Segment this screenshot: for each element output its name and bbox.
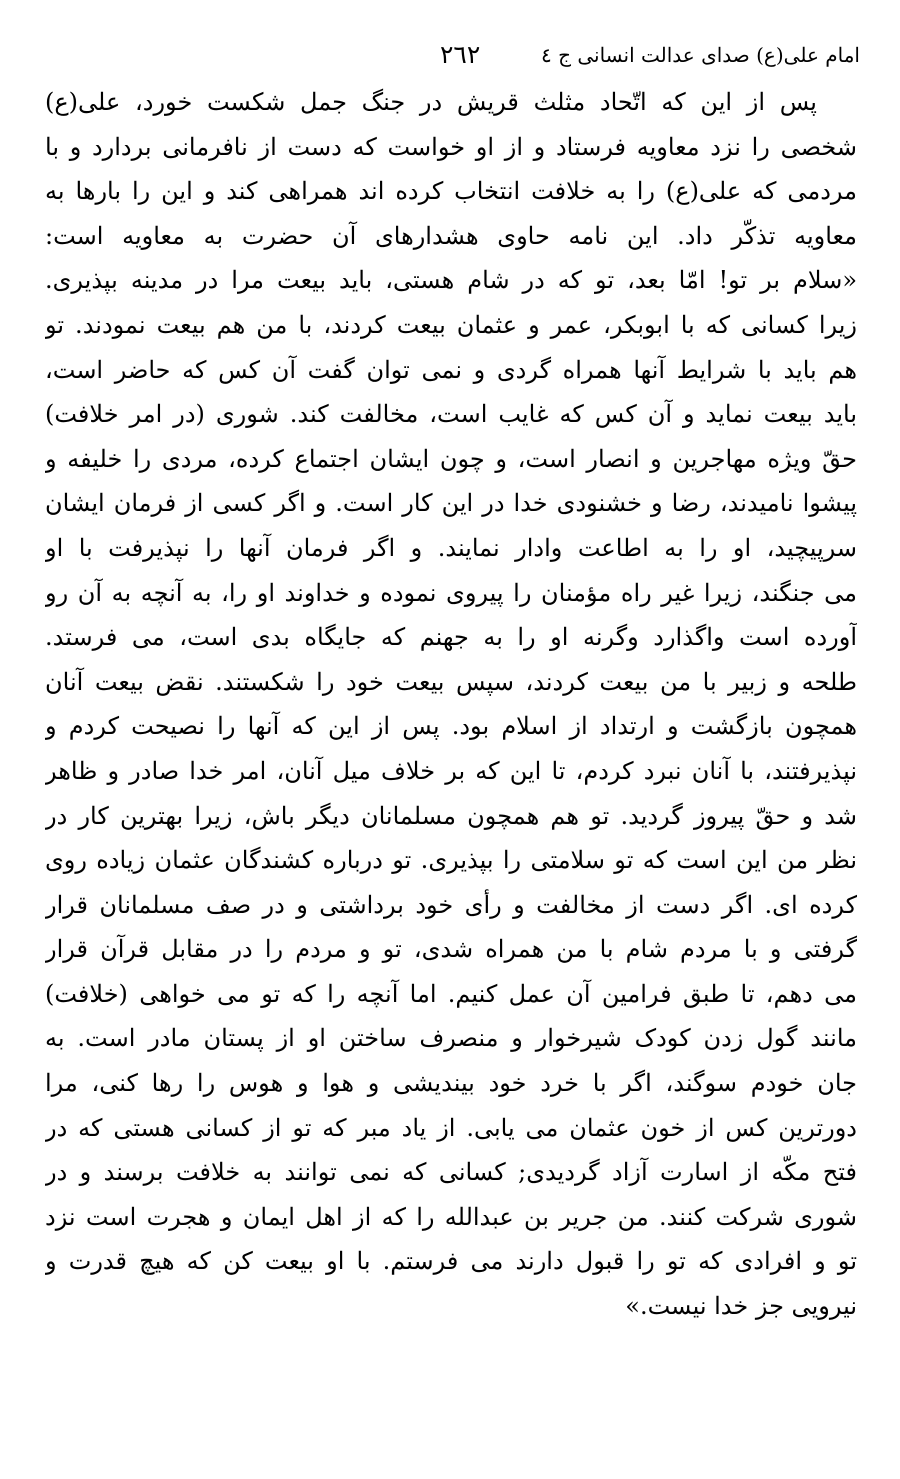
text-line: مانند گول زدن کودک شیرخوار و منصرف ساختن او از پستان مادر است. به [45,1024,857,1053]
page-number: ٢٦٢ [440,40,481,69]
text-line: فتح مکّه از اسارت آزاد گردیدی; کسانی که نمی توانند به خلافت برسند و در [45,1158,857,1187]
text-line: زیرا کسانی که با ابوبکر، عمر و عثمان بیعت کردند، با من هم بیعت نمودند. تو [45,310,857,339]
text-line: دورترین کس از خون عثمان می یابی. از یاد مبر که تو از کسانی هستی که در [45,1113,857,1142]
text-line: شد و حقّ پیروز گردید. تو هم همچون مسلمانان دیگر باش، زیرا بهترین کار در [45,801,857,830]
text-line: نظر من این است که تو سلامتی را بپذیری. تو درباره کشندگان عثمان زیاده روی [45,846,857,875]
text-line: هم باید با شرایط آنها همراه گردی و نمی توان گفت آن کس که حاضر است، [45,355,857,384]
text-line: حقّ ویژه مهاجرین و انصار است، و چون ایشان اجتماع کرده، مردی را خلیفه و [45,444,857,473]
text-line: پیشوا نامیدند، رضا و خشنودی خدا در این کار است. و اگر کسی از فرمان ایشان [45,489,857,518]
text-line: شخصی را نزد معاویه فرستاد و از او خواست که دست از نافرمانی بردارد و با [45,132,857,161]
text-line: جان خودم سوگند، اگر با خرد خود بیندیشی و هوا و هوس را رها کنی، مرا [45,1069,857,1098]
text-line: گرفتی و با مردم شام با من همراه شدی، تو و مردم را در مقابل قرآن قرار [45,935,857,964]
text-line: معاویه تذکّر داد. این نامه حاوی هشدارهای آن حضرت به معاویه است: [45,221,857,250]
text-line: نپذیرفتند، با آنان نبرد کردم، تا این که بر خلاف میل آنان، امر خدا صادر و ظاهر [45,756,857,785]
text-line: آورده است واگذارد وگرنه او را به جهنم که جایگاه بدی است، می فرستد. [45,623,857,652]
text-line: می دهم، تا طبق فرامین آن عمل کنیم. اما آنچه را که تو می خواهی (خلافت) [45,979,857,1008]
text-line: تو و افرادی که تو را قبول دارند می فرستم. با او بیعت کن که هیچ قدرت و [45,1247,857,1276]
text-line: نیرویی جز خدا نیست.» [625,1292,857,1321]
text-line: همچون بازگشت و ارتداد از اسلام بود. پس از این که آنها را نصیحت کردم و [45,712,857,741]
text-line: کرده ای. اگر دست از مخالفت و رأی خود برداشتی و در صف مسلمانان قرار [45,890,857,919]
text-line: باید بیعت نماید و آن کس که غایب است، مخالفت کند. شوری (در امر خلافت) [45,400,857,429]
text-line: می جنگند، زیرا غیر راه مؤمنان را پیروی نموده و خداوند او را، به آنچه به آن رو [45,578,857,607]
text-line: طلحه و زبیر با من بیعت کردند، سپس بیعت خود را شکستند. نقض بیعت آنان [45,667,857,696]
page-header [40,38,860,78]
body-text [45,80,857,1329]
text-line: «سلام بر تو! امّا بعد، تو که در شام هستی، باید بیعت مرا در مدینه بپذیری. [45,266,857,295]
text-line: مردمی که علی(ع) را به خلافت انتخاب کرده اند همراهی کند و این را بارها به [45,177,857,206]
text-line: شوری شرکت کنند. من جریر بن عبدالله را که از اهل ایمان و هجرت است نزد [45,1202,857,1231]
running-title: امام علی(ع) صدای عدالت انسانی ج ٤ [540,43,860,67]
text-line: پس از این که اتّحاد مثلث قریش در جنگ جمل شکست خورد، علی(ع) [45,88,817,116]
text-line: سرپیچید، او را به اطاعت وادار نمایند. و اگر فرمان آنها را نپذیرفت با او [45,533,857,562]
